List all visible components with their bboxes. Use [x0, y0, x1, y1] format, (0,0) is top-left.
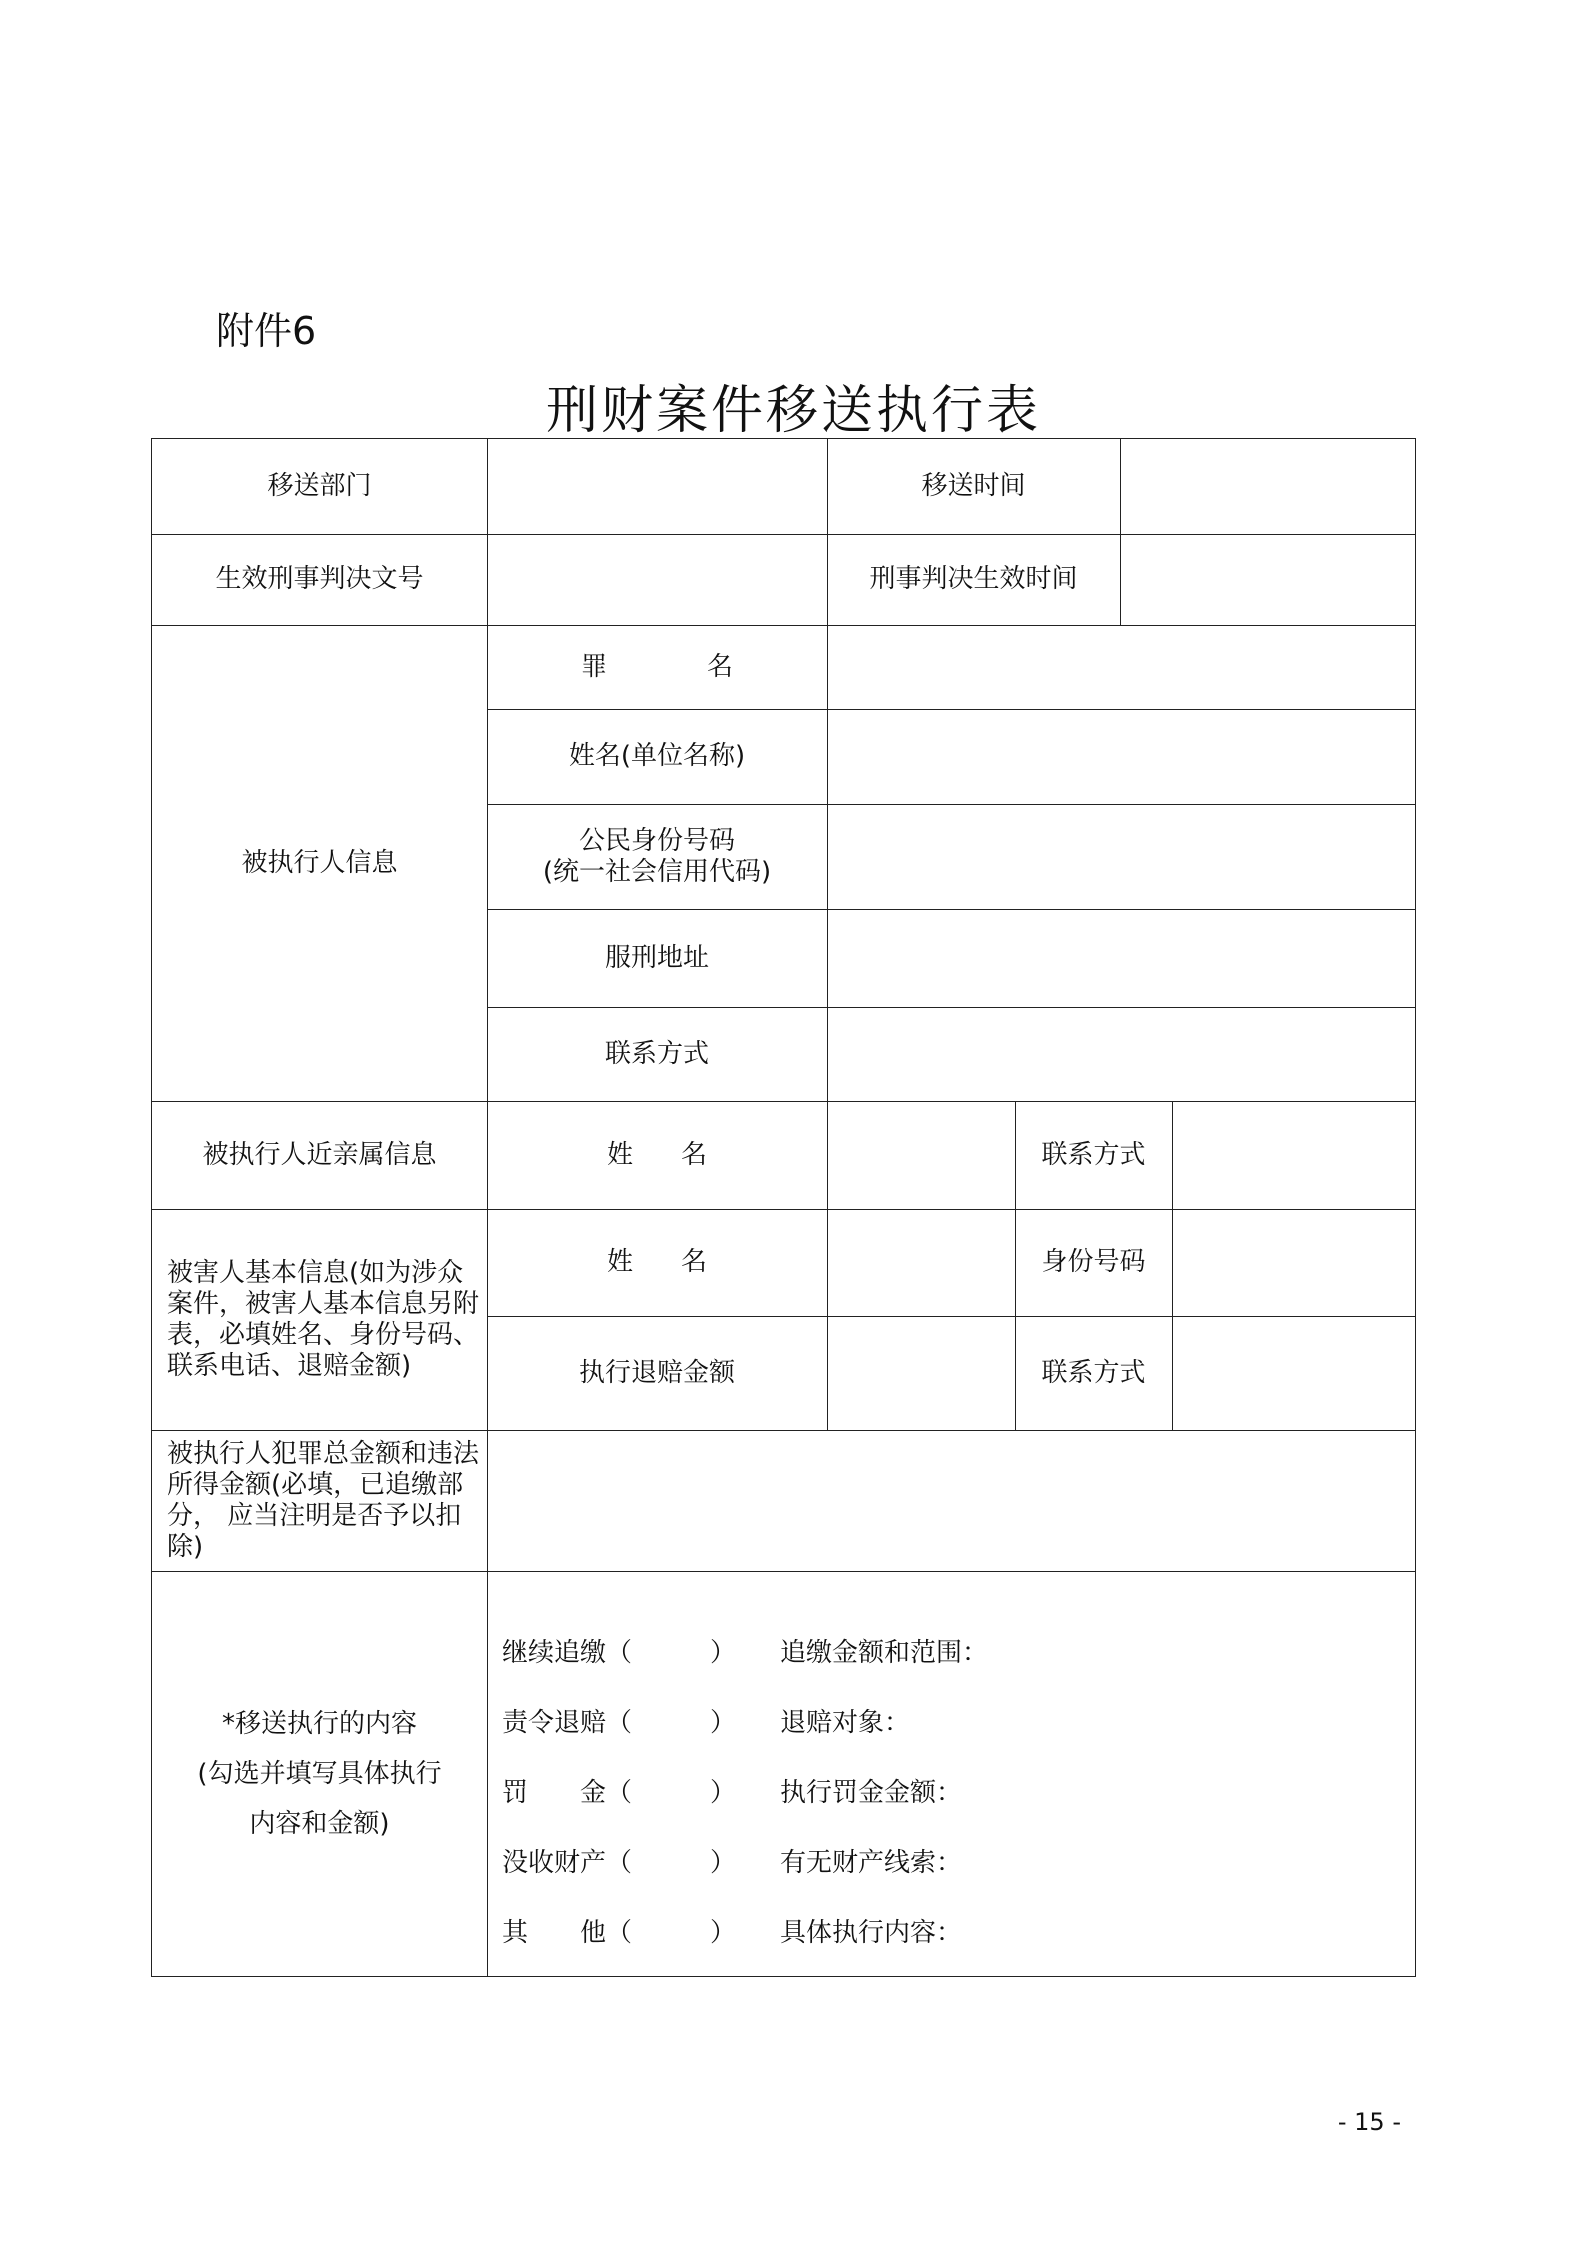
field-victim-id[interactable]: [1173, 1209, 1415, 1316]
field-judgment-no[interactable]: [488, 534, 827, 625]
option-order-refund-label[interactable]: 责令退赔（ ）: [502, 1708, 737, 1738]
field-judgment-time[interactable]: [1121, 534, 1415, 625]
field-prison-address[interactable]: [828, 909, 1415, 1007]
label-transfer-dept: 移送部门: [267, 471, 372, 501]
label-victim-contact: 联系方式: [1041, 1357, 1146, 1388]
label-contact: 联系方式: [604, 1038, 709, 1069]
crime-name-char-1: 罪: [580, 651, 607, 682]
label-transfer-time: 移送时间: [921, 471, 1026, 501]
field-relatives-contact[interactable]: [1173, 1101, 1415, 1209]
field-crime-name[interactable]: [828, 625, 1415, 709]
form-title: 刑财案件移送执行表: [545, 381, 1041, 441]
option-confiscation-label[interactable]: 没收财产（ ）: [502, 1848, 737, 1878]
page-number: - 15 -: [1337, 2108, 1401, 2136]
option-continue-recovery-detail: 追缴金额和范围：: [780, 1638, 989, 1668]
label-name-org: 姓名(单位名称): [568, 741, 746, 771]
option-confiscation-detail: 有无财产线索：: [780, 1848, 963, 1878]
label-judgment-no: 生效刑事判决文号: [215, 564, 424, 594]
label-relatives-contact: 联系方式: [1041, 1139, 1146, 1170]
label-refund-amount: 执行退赔金额: [578, 1357, 735, 1388]
victim-name-char-1: 姓: [606, 1247, 633, 1277]
field-refund-amount[interactable]: [828, 1316, 1015, 1430]
label-crime-name: [487, 625, 827, 709]
label-victim-id: 身份号码: [1041, 1247, 1146, 1277]
option-continue-recovery-label[interactable]: 继续追缴（ ）: [502, 1638, 737, 1668]
relative-name-char-2: 名: [681, 1139, 708, 1170]
victim-name-char-2: 名: [681, 1247, 708, 1277]
label-total-amount: 被执行人犯罪总金额和违法所得金额(必填，已追缴部分， 应当注明是否予以扣除): [167, 1438, 480, 1562]
label-victim-name: [487, 1209, 827, 1316]
option-order-refund-detail: 退赔对象：: [780, 1708, 911, 1738]
content-line-3: 内容和金额): [249, 1808, 390, 1839]
id-number-line1: 公民身份号码: [578, 825, 735, 856]
field-contact[interactable]: [828, 1007, 1415, 1101]
crime-name-char-2: 名: [707, 651, 734, 682]
transfer-form-table: [151, 438, 1416, 1977]
field-transfer-dept[interactable]: [488, 439, 827, 534]
option-fine-detail: 执行罚金金额：: [780, 1778, 963, 1808]
field-total-amount[interactable]: [488, 1430, 1415, 1571]
field-victim-name[interactable]: [828, 1209, 1015, 1316]
label-relatives-info: 被执行人近亲属信息: [202, 1139, 437, 1170]
attachment-label: 附件6: [216, 309, 317, 353]
field-relative-name[interactable]: [828, 1101, 1015, 1209]
id-number-line2: (统一社会信用代码): [542, 856, 772, 887]
field-id-number[interactable]: [828, 804, 1415, 909]
option-other-detail: 具体执行内容：: [780, 1918, 963, 1948]
option-fine-label[interactable]: 罚 金（ ）: [502, 1778, 737, 1808]
relative-name-char-1: 姓: [606, 1139, 633, 1170]
label-relative-name: [487, 1101, 827, 1209]
label-prison-address: 服刑地址: [604, 942, 709, 973]
option-other-label[interactable]: 其 他（ ）: [502, 1918, 737, 1948]
field-transfer-time[interactable]: [1121, 439, 1415, 534]
label-id-number: [487, 804, 827, 909]
label-victim-info: 被害人基本信息(如为涉众案件，被害人基本信息另附表，必填姓名、身份号码、联系电话、退赔金额): [167, 1257, 480, 1381]
label-executee-info: 被执行人信息: [241, 847, 398, 878]
field-victim-contact[interactable]: [1173, 1316, 1415, 1430]
content-line-1: *移送执行的内容: [221, 1708, 417, 1739]
label-transfer-content: [152, 1571, 487, 1976]
label-judgment-time: 刑事判决生效时间: [869, 564, 1078, 594]
content-line-2: (勾选并填写具体执行: [197, 1758, 442, 1789]
field-name-org[interactable]: [828, 709, 1415, 804]
